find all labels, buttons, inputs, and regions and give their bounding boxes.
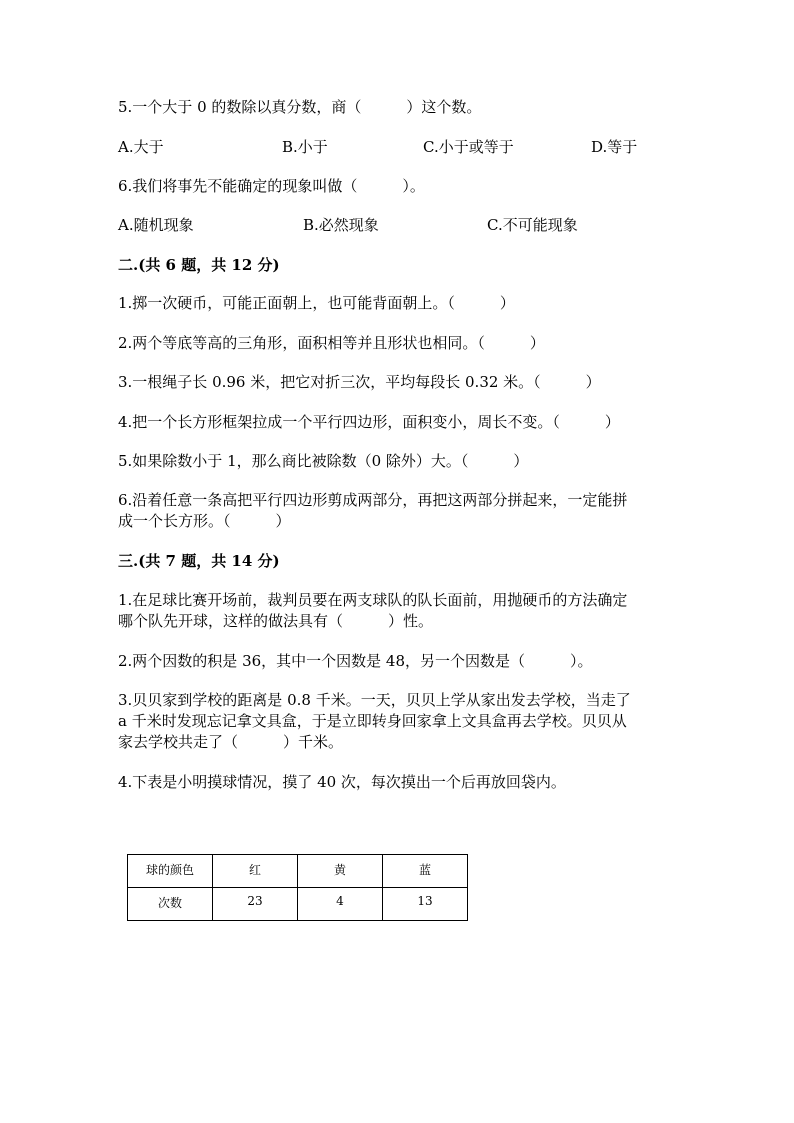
question-2-3: 3.一根绳子长 0.96 米，把它对折三次，平均每段长 0.32 米。（ ） — [118, 373, 601, 391]
question-1-5: 5.一个大于 0 的数除以真分数，商（ ）这个数。 — [118, 98, 482, 116]
ball-draw-table — [127, 854, 468, 921]
option-b: B.必然现象 — [303, 216, 379, 234]
option-c: C.不可能现象 — [487, 216, 578, 234]
section-heading-3: 三.(共 7 题，共 14 分) — [118, 552, 280, 570]
question-2-4: 4.把一个长方形框架拉成一个平行四边形，面积变小，周长不变。（ ） — [118, 413, 620, 431]
question-3-1-line2: 哪个队先开球，这样的做法具有（ ）性。 — [118, 612, 434, 630]
option-c: C.小于或等于 — [423, 138, 514, 156]
table-header-cell: 黄 — [298, 855, 383, 888]
question-2-6-line2: 成一个长方形。（ ） — [118, 512, 291, 530]
question-1-6: 6.我们将事先不能确定的现象叫做（ ）。 — [118, 177, 425, 195]
question-3-4: 4.下表是小明摸球情况，摸了 40 次，每次摸出一个后再放回袋内。 — [118, 773, 566, 791]
question-3-3-line3: 家去学校共走了（ ）千米。 — [118, 733, 344, 751]
table-cell: 4 — [298, 888, 383, 921]
question-3-3-line2: a 千米时发现忘记拿文具盒，于是立即转身回家拿上文具盒再去学校。贝贝从 — [118, 712, 627, 730]
table-cell: 13 — [383, 888, 468, 921]
question-3-1-line1: 1.在足球比赛开场前，裁判员要在两支球队的队长面前，用抛硬币的方法确定 — [118, 591, 628, 609]
question-2-1: 1.掷一次硬币，可能正面朝上，也可能背面朝上。（ ） — [118, 294, 515, 312]
question-2-6-line1: 6.沿着任意一条高把平行四边形剪成两部分，再把这两部分拼起来，一定能拼 — [118, 491, 628, 509]
question-2-5: 5.如果除数小于 1，那么商比被除数（0 除外）大。（ ） — [118, 452, 529, 470]
table-header-cell: 蓝 — [383, 855, 468, 888]
question-3-3-line1: 3.贝贝家到学校的距离是 0.8 千米。一天，贝贝上学从家出发去学校，当走了 — [118, 691, 631, 709]
table-header-cell: 球的颜色 — [128, 855, 213, 888]
option-d: D.等于 — [591, 138, 638, 156]
option-a: A.大于 — [118, 138, 164, 156]
question-2-2: 2.两个等底等高的三角形，面积相等并且形状也相同。（ ） — [118, 334, 545, 352]
table-cell: 次数 — [128, 888, 213, 921]
question-3-2: 2.两个因数的积是 36，其中一个因数是 48，另一个因数是（ ）。 — [118, 652, 593, 670]
section-heading-2: 二.(共 6 题，共 12 分) — [118, 256, 280, 274]
table-row — [128, 888, 468, 921]
option-a: A.随机现象 — [118, 216, 194, 234]
table-header-row — [128, 855, 468, 888]
table-header-cell: 红 — [213, 855, 298, 888]
table-cell: 23 — [213, 888, 298, 921]
option-b: B.小于 — [282, 138, 328, 156]
